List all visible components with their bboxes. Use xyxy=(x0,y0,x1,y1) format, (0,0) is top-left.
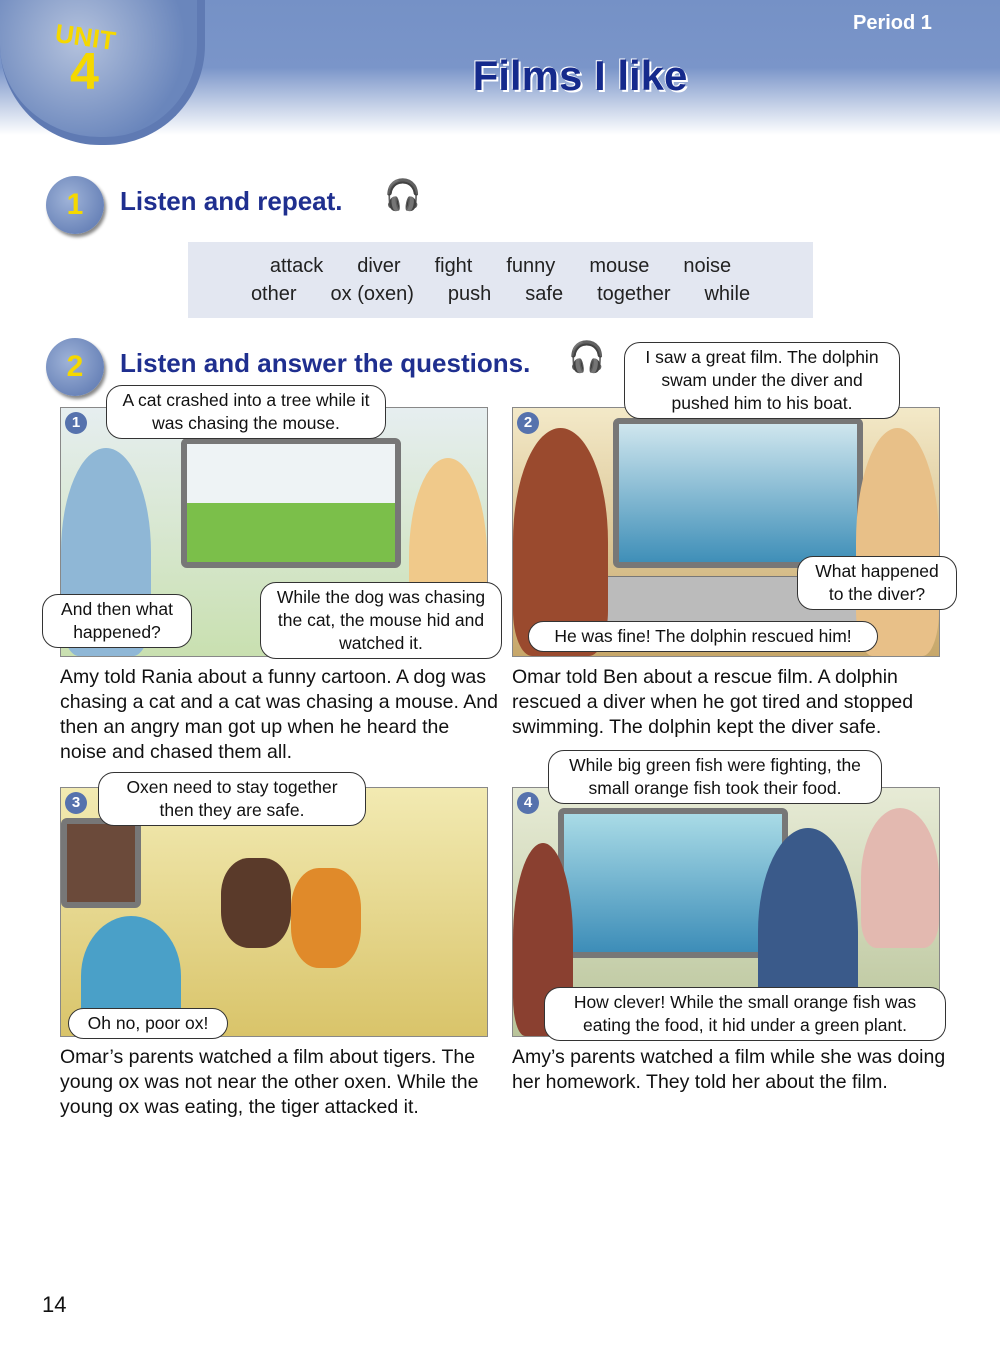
speech-bubble: While big green fish were fighting, the small orange fish took their food. xyxy=(548,750,882,804)
speech-bubble: Oxen need to stay together then they are safe. xyxy=(98,772,366,826)
headphones-icon[interactable]: 🎧 xyxy=(568,341,606,374)
vocab-word: while xyxy=(704,283,751,305)
vocab-word: other xyxy=(250,283,297,305)
speech-bubble: I saw a great film. The dolphin swam under the diver and pushed him to his boat. xyxy=(624,342,900,419)
panel-number: 1 xyxy=(65,412,87,434)
vocab-word: push xyxy=(447,283,492,305)
vocabulary-box xyxy=(188,242,813,318)
vocab-word: funny xyxy=(506,255,556,277)
page-number: 14 xyxy=(42,1292,67,1317)
speech-bubble: While the dog was chasing the cat, the mouse hid and watched it. xyxy=(260,582,502,659)
vocab-word: together xyxy=(597,283,671,305)
exercise-number-1: 1 xyxy=(46,176,104,234)
panel-number: 3 xyxy=(65,792,87,814)
panel-3-description: Omar’s parents watched a film about tigers. The young ox was not near the other oxen. While the young ox was eating, the tiger attacked it. xyxy=(60,1046,479,1118)
speech-bubble: How clever! While the small orange fish was eating the food, it hid under a green plant. xyxy=(544,987,946,1041)
panel-2-description: Omar told Ben about a rescue film. A dolphin rescued a diver when he got tired and stopped swimming. The dolphin kept the diver safe. xyxy=(512,666,914,738)
illustration-panel-2 xyxy=(512,407,940,657)
vocab-word: fight xyxy=(434,255,473,277)
period-label: Period 1 xyxy=(853,12,932,34)
vocab-word: safe xyxy=(525,283,564,305)
unit-label: UNIT xyxy=(53,17,118,57)
page-title: Films I like xyxy=(472,52,688,99)
unit-number: 4 xyxy=(70,43,99,101)
speech-bubble: He was fine! The dolphin rescued him! xyxy=(528,621,878,652)
vocab-word: mouse xyxy=(589,255,650,277)
panel-4-description: Amy’s parents watched a film while she was doing her homework. They told her about the film. xyxy=(512,1046,946,1093)
vocab-word: diver xyxy=(357,255,401,277)
ox-figure xyxy=(221,858,291,948)
vocab-word: ox (oxen) xyxy=(330,283,414,305)
panel-1-description: Amy told Rania about a funny cartoon. A dog was chasing a cat and a cat was chasing a mouse. And then an angry man got up when he heard the noise and chased them all. xyxy=(60,666,498,763)
speech-bubble: Oh no, poor ox! xyxy=(68,1008,228,1039)
vocab-word: noise xyxy=(683,255,732,277)
headphones-icon[interactable]: 🎧 xyxy=(384,179,422,212)
speech-bubble: And then what happened? xyxy=(42,594,192,648)
vocab-word: attack xyxy=(269,255,324,277)
speech-bubble: A cat crashed into a tree while it was chasing the mouse. xyxy=(106,385,386,439)
speech-bubble: What happened to the diver? xyxy=(797,556,957,610)
exercise-1-heading: Listen and repeat. xyxy=(120,186,343,216)
exercise-2-heading: Listen and answer the questions. xyxy=(120,348,531,378)
girl-figure xyxy=(861,808,939,948)
tiger-figure xyxy=(291,868,361,968)
panel-number: 2 xyxy=(517,412,539,434)
panel-number: 4 xyxy=(517,792,539,814)
exercise-number-2: 2 xyxy=(46,338,104,396)
